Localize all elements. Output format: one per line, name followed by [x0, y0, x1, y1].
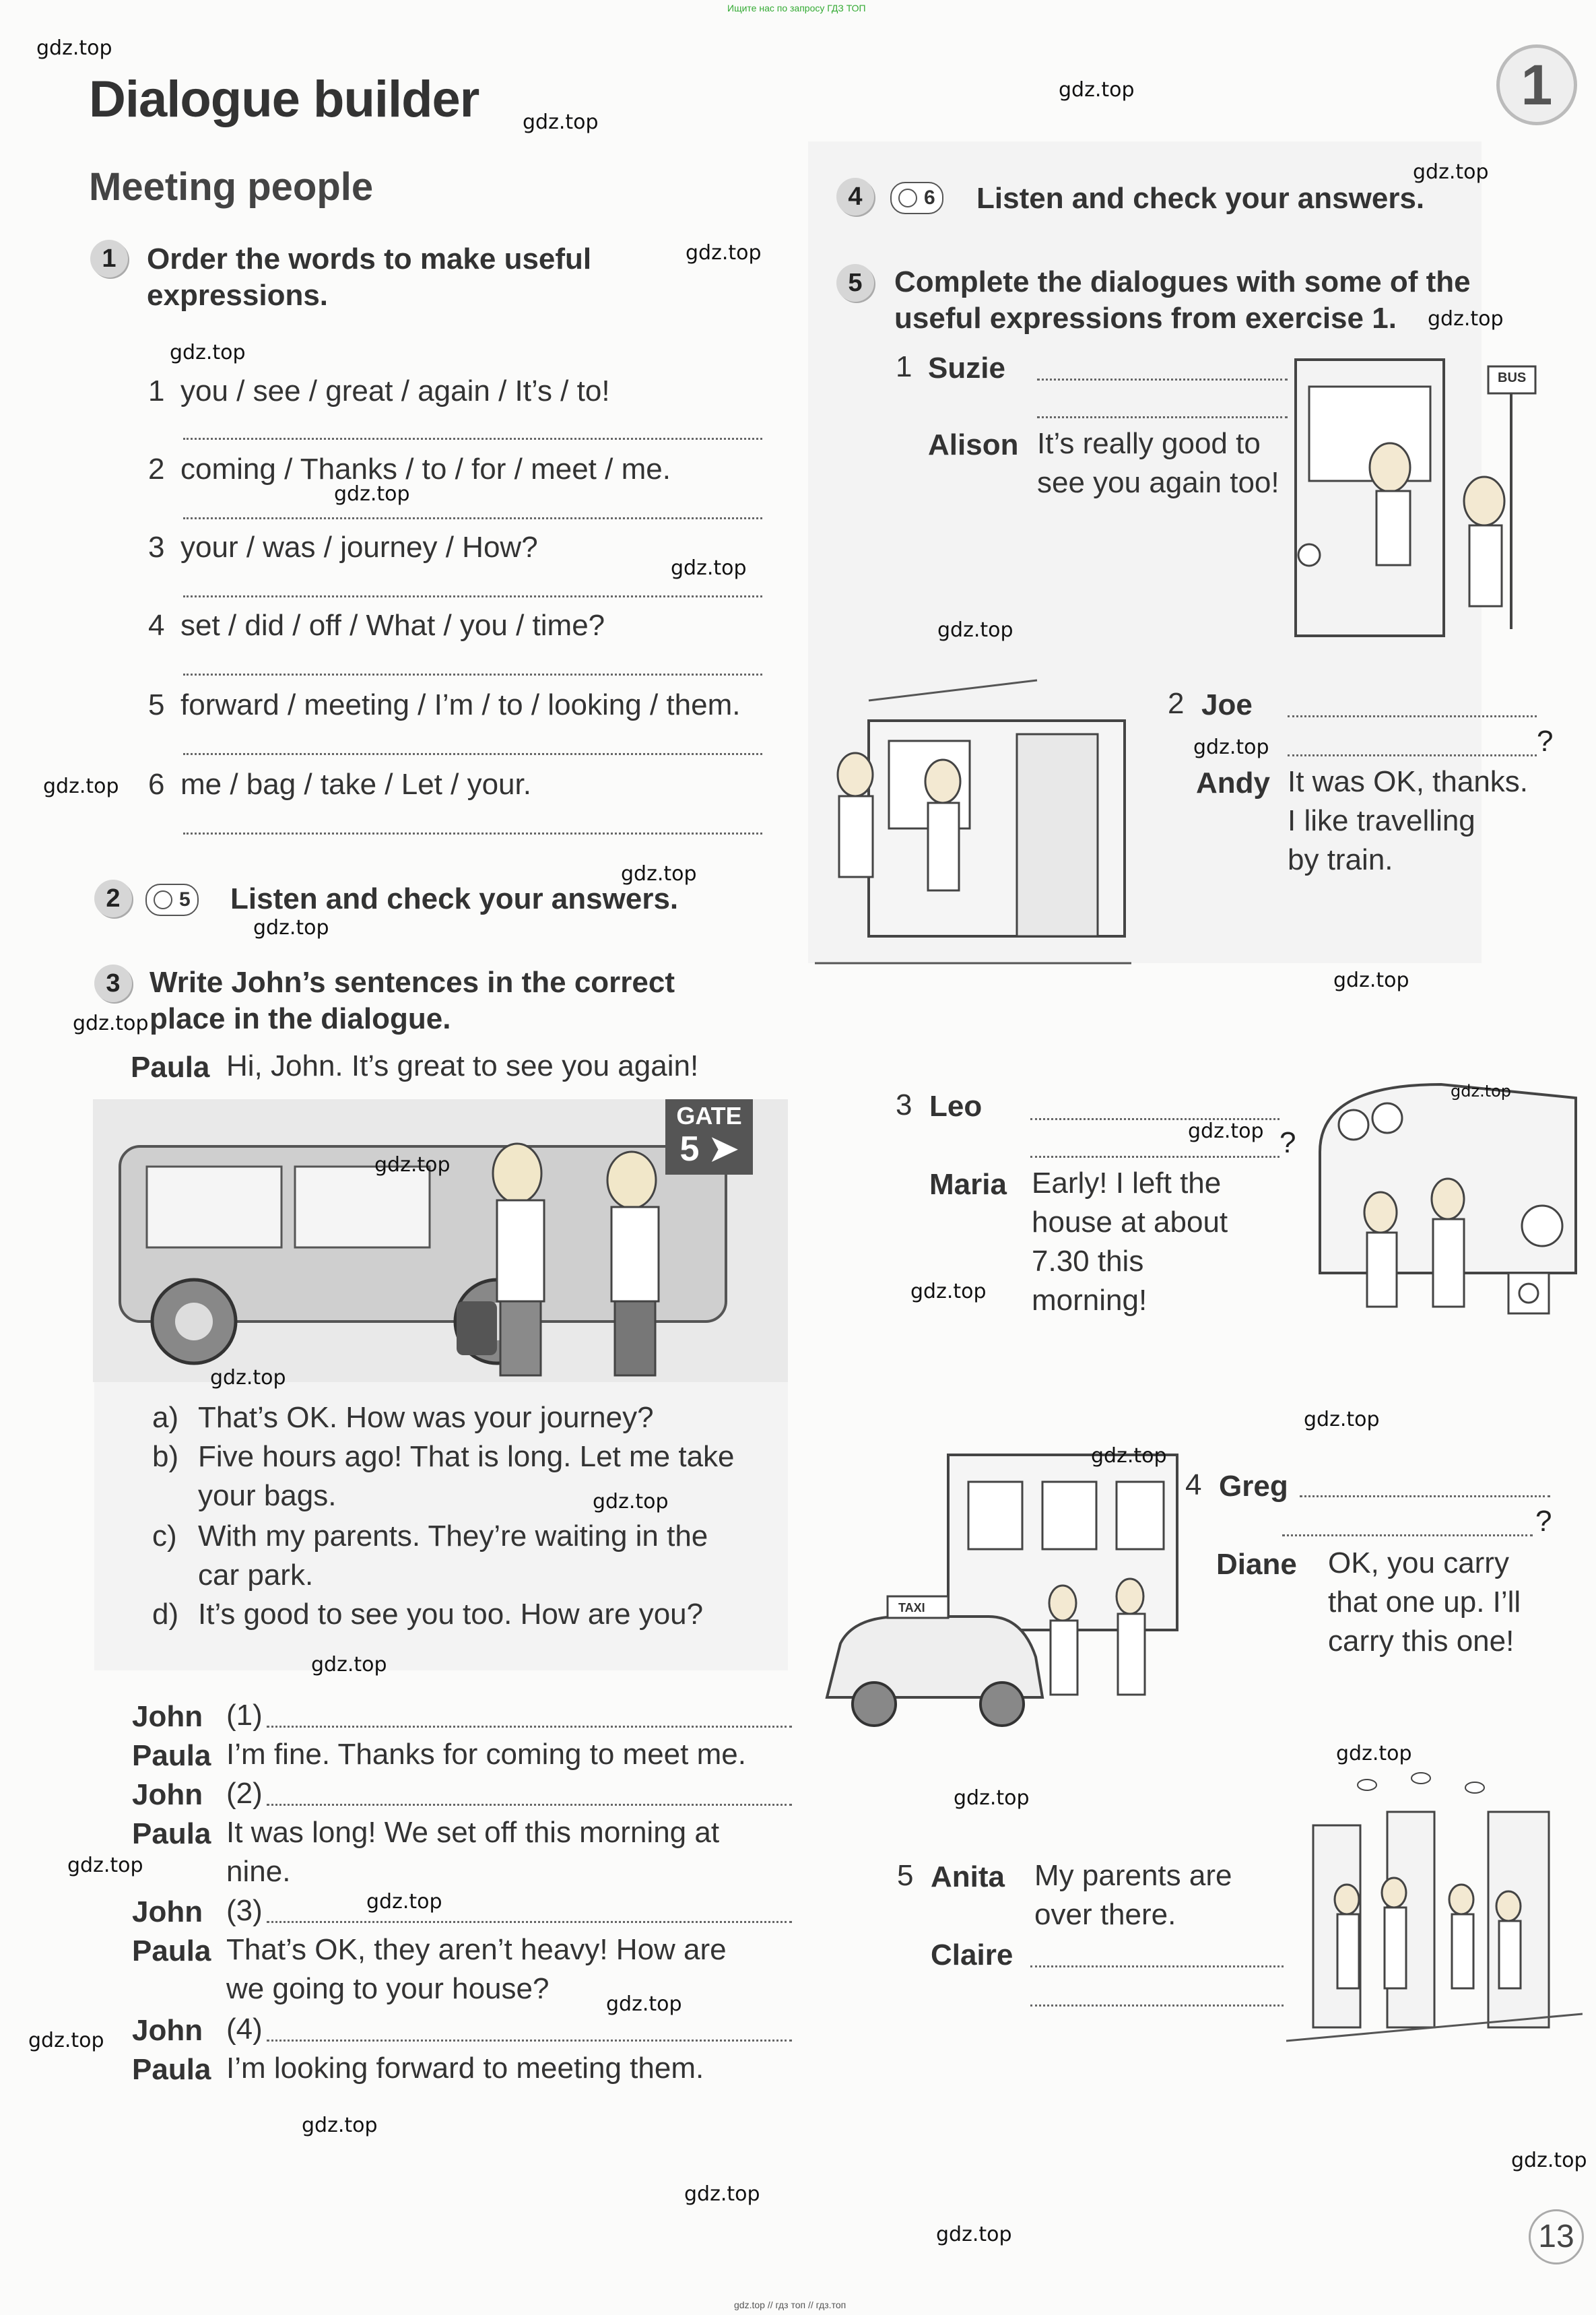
item-number: 4: [148, 609, 165, 642]
gate-sign: [665, 1099, 753, 1175]
answer-line[interactable]: [1030, 1965, 1284, 1967]
answer-line[interactable]: [183, 833, 762, 835]
cd-track-number: 5: [179, 888, 191, 911]
answer-line[interactable]: [1282, 1534, 1533, 1536]
coach-drawing: [1279, 1071, 1589, 1374]
answer-line[interactable]: [1030, 1156, 1279, 1158]
dialogue-line: Hi, John. It’s great to see you again!: [226, 1049, 699, 1082]
watermark-text: gdz.top: [67, 1854, 143, 1877]
watermark-text: gdz.top: [593, 1490, 669, 1513]
option-key: c): [152, 1520, 177, 1553]
taxi-drawing: [820, 1441, 1204, 1765]
speaker-name: Paula: [132, 2053, 211, 2086]
dialogue-line: Early! I left the: [1032, 1167, 1222, 1200]
taxi-illustration: [820, 1441, 1204, 1765]
speaker-name: John: [132, 1778, 203, 1811]
gate-label: GATE: [676, 1102, 742, 1130]
watermark-text: gdz.top: [937, 618, 1013, 642]
answer-line[interactable]: [267, 1726, 792, 1728]
taxi-sign: TAXI: [898, 1601, 925, 1615]
ex1-item: [148, 374, 610, 408]
option-text: That’s OK. How was your journey?: [198, 1401, 654, 1434]
speaker-name: Andy: [1196, 767, 1270, 800]
item-text: you / see / great / again / It’s / to!: [180, 374, 610, 407]
dialogue-number: 1: [896, 350, 912, 383]
speaker-name: Paula: [132, 1934, 211, 1967]
watermark-text: gdz.top: [954, 1786, 1030, 1810]
watermark-text: gdz.top: [1188, 1119, 1264, 1143]
dialogue-line: morning!: [1032, 1284, 1148, 1317]
ex4-number: 4: [836, 178, 874, 216]
watermark-text: gdz.top: [1336, 1742, 1412, 1765]
cd-track-badge[interactable]: [890, 182, 943, 214]
watermark-text: gdz.top: [170, 341, 246, 364]
watermark-text: gdz.top: [621, 862, 697, 886]
ex3-instruction-line1: Write John’s sentences in the correct: [149, 966, 675, 999]
dialogue-line: OK, you carry: [1328, 1546, 1509, 1579]
ex1-item: [148, 688, 740, 722]
speaker-name: Greg: [1219, 1470, 1288, 1503]
dialogue-line: see you again too!: [1037, 466, 1279, 499]
dialogue-number: 2: [1168, 687, 1185, 720]
option: [152, 1398, 654, 1437]
station-illustration: [1286, 1771, 1583, 2081]
dialogue-line-continued: nine.: [226, 1855, 291, 1888]
dialogue-line: over there.: [1034, 1898, 1176, 1931]
bus-stop-drawing: [1289, 346, 1562, 643]
gate-number-row: [665, 1130, 753, 1168]
dialogue-line: 7.30 this: [1032, 1245, 1144, 1278]
speaker-name: Anita: [931, 1860, 1005, 1893]
ex2-instruction: Listen and check your answers.: [230, 882, 679, 915]
speaker-name: Paula: [132, 1817, 211, 1850]
option-text: With my parents. They’re waiting in the: [198, 1520, 708, 1553]
ex3-instruction: [149, 965, 675, 1037]
answer-line[interactable]: [183, 517, 762, 519]
speaker-name: John: [132, 1700, 203, 1733]
speaker-name: Alison: [928, 428, 1019, 461]
gate-number: 5: [679, 1130, 700, 1169]
watermark-text: gdz.top: [366, 1890, 442, 1914]
question-mark: ?: [1279, 1126, 1296, 1159]
watermark-text: gdz.top: [1193, 736, 1269, 759]
dialogue-line: It was long! We set off this morning at: [226, 1816, 720, 1849]
speaker-name: Leo: [929, 1090, 983, 1123]
ex2-number: 2: [94, 880, 132, 917]
cd-track-number: 6: [924, 187, 935, 209]
section-subtitle: Meeting people: [89, 165, 374, 209]
answer-line[interactable]: [183, 674, 762, 676]
dialogue-line-continued: we going to your house?: [226, 1972, 550, 2005]
answer-line[interactable]: [267, 1921, 792, 1923]
watermark-text: gdz.top: [1451, 1082, 1512, 1101]
answer-line[interactable]: [1037, 379, 1288, 381]
speaker-name: Diane: [1216, 1548, 1297, 1581]
option: [152, 1437, 735, 1476]
ex5-number: 5: [836, 264, 874, 302]
watermark-text: gdz.top: [43, 775, 119, 798]
option-text: Five hours ago! That is long. Let me take: [198, 1440, 735, 1473]
ex1-instruction: [147, 241, 591, 314]
cd-icon: [154, 890, 172, 909]
answer-line[interactable]: [183, 595, 762, 597]
item-number: 3: [148, 531, 165, 564]
answer-line[interactable]: [267, 2040, 792, 2042]
answer-line[interactable]: [1030, 2004, 1284, 2007]
option-key: b): [152, 1440, 179, 1473]
ex5-instruction: [894, 264, 1471, 337]
dialogue-number: 5: [897, 1859, 914, 1892]
station-drawing: [1286, 1771, 1583, 2081]
unit-badge: 1: [1496, 44, 1577, 125]
answer-line[interactable]: [1288, 754, 1537, 756]
dialogue-line: It was OK, thanks.: [1288, 765, 1529, 798]
option: [152, 1517, 708, 1556]
watermark-text: gdz.top: [606, 1992, 682, 2016]
watermark-text: gdz.top: [1333, 969, 1409, 992]
answer-line[interactable]: [1300, 1495, 1550, 1497]
option-text: It’s good to see you too. How are you?: [198, 1598, 704, 1631]
train-drawing: [815, 667, 1131, 997]
watermark-text: gdz.top: [253, 916, 329, 940]
ex1-number: 1: [90, 240, 128, 278]
dialogue-line: house at about: [1032, 1206, 1228, 1239]
watermark-text: gdz.top: [1511, 2149, 1587, 2172]
ex1-item: [148, 531, 538, 564]
item-text: coming / Thanks / to / for / meet / me.: [180, 453, 671, 486]
speaker-name: Paula: [132, 1739, 211, 1772]
watermark-text: gdz.top: [686, 241, 762, 265]
item-number: 5: [148, 688, 165, 721]
dialogue-blank-label: (4): [226, 2013, 263, 2046]
ex1-item: [148, 453, 671, 486]
item-text: me / bag / take / Let / your.: [180, 768, 531, 801]
watermark-text: gdz.top: [36, 36, 112, 60]
dialogue-line: that one up. I’ll: [1328, 1586, 1521, 1619]
watermark-text: gdz.top: [374, 1153, 451, 1177]
watermark-text: gdz.top: [210, 1366, 286, 1390]
watermark-text: gdz.top: [334, 482, 410, 506]
ex1-instruction-line2: expressions.: [147, 279, 329, 312]
option-key: a): [152, 1401, 179, 1434]
watermark-text: gdz.top: [302, 2114, 378, 2137]
watermark-text: gdz.top: [523, 110, 599, 134]
option-continued: car park.: [198, 1559, 314, 1592]
dialogue-number: 3: [896, 1088, 912, 1121]
page-number: 13: [1529, 2209, 1584, 2264]
dialogue-blank-label: (2): [226, 1777, 263, 1810]
speaker-name: John: [132, 2014, 203, 2047]
option: [152, 1595, 703, 1634]
speaker-name: Claire: [931, 1938, 1013, 1971]
page-title: Dialogue builder: [89, 71, 479, 128]
dialogue-number: 4: [1185, 1468, 1202, 1501]
option-continued: your bags.: [198, 1479, 337, 1512]
ex3-instruction-line2: place in the dialogue.: [149, 1002, 451, 1035]
cd-icon: [898, 189, 917, 207]
item-text: set / did / off / What / you / time?: [180, 609, 605, 642]
watermark-text: gdz.top: [1428, 307, 1504, 331]
answer-line[interactable]: [267, 1804, 792, 1806]
watermark-text: gdz.top: [671, 556, 747, 580]
dialogue-line: by train.: [1288, 843, 1393, 876]
speaker-name: Paula: [131, 1051, 210, 1084]
item-text: your / was / journey / How?: [180, 531, 538, 564]
cd-track-badge[interactable]: [145, 884, 199, 916]
header-watermark: Ищите нас по запросу ГДЗ ТОП: [727, 3, 866, 13]
bus-stop-illustration: [1289, 346, 1562, 643]
ex1-instruction-line1: Order the words to make useful: [147, 242, 592, 275]
dialogue-line: It’s really good to: [1037, 427, 1261, 460]
watermark-text: gdz.top: [1413, 160, 1489, 184]
item-number: 1: [148, 374, 165, 407]
watermark-text: gdz.top: [910, 1280, 987, 1303]
dialogue-line: I’m fine. Thanks for coming to meet me.: [226, 1738, 746, 1771]
watermark-text: gdz.top: [311, 1653, 387, 1676]
question-mark: ?: [1537, 725, 1554, 758]
speaker-name: Joe: [1201, 688, 1253, 721]
ex1-item: [148, 768, 531, 802]
item-text: forward / meeting / I’m / to / looking / them.: [180, 688, 741, 721]
bus-sign: BUS: [1498, 370, 1527, 385]
dialogue-line: My parents are: [1034, 1859, 1232, 1892]
answer-line[interactable]: [183, 438, 762, 440]
dialogue-blank-label: (1): [226, 1699, 263, 1732]
speaker-name: Suzie: [928, 352, 1005, 385]
watermark-text: gdz.top: [684, 2182, 760, 2206]
watermark-text: gdz.top: [936, 2223, 1012, 2246]
dialogue-line: carry this one!: [1328, 1625, 1515, 1658]
speaker-name: Maria: [929, 1168, 1007, 1201]
train-illustration: [815, 667, 1131, 997]
watermark-text: gdz.top: [1091, 1444, 1167, 1468]
dialogue-blank-label: (3): [226, 1894, 263, 1927]
item-number: 6: [148, 768, 165, 801]
watermark-text: gdz.top: [73, 1012, 149, 1035]
ex5-instruction-line2: useful expressions from exercise 1.: [894, 302, 1397, 335]
answer-line[interactable]: [183, 753, 762, 755]
watermark-text: gdz.top: [1059, 78, 1135, 102]
item-number: 2: [148, 453, 165, 486]
dialogue-line: I’m looking forward to meeting them.: [226, 2052, 704, 2085]
answer-line[interactable]: [1288, 715, 1537, 717]
coach-illustration: [1279, 1071, 1589, 1374]
question-mark: ?: [1535, 1505, 1552, 1538]
ex3-number: 3: [94, 965, 132, 1002]
speaker-name: John: [132, 1895, 203, 1928]
arrow-right-icon: ➤: [708, 1130, 739, 1169]
ex5-instruction-line1: Complete the dialogues with some of the: [894, 265, 1471, 298]
answer-line[interactable]: [1037, 416, 1288, 418]
ex1-item: [148, 609, 605, 643]
watermark-text: gdz.top: [1304, 1408, 1380, 1431]
dialogue-line: I like travelling: [1288, 804, 1475, 837]
dialogue-line: That’s OK, they aren’t heavy! How are: [226, 1933, 727, 1966]
ex4-instruction: Listen and check your answers.: [976, 182, 1425, 215]
footer-watermark: gdz.top // гдз топ // гдз.топ: [734, 2300, 846, 2310]
option-key: d): [152, 1598, 179, 1631]
watermark-text: gdz.top: [28, 2029, 104, 2052]
